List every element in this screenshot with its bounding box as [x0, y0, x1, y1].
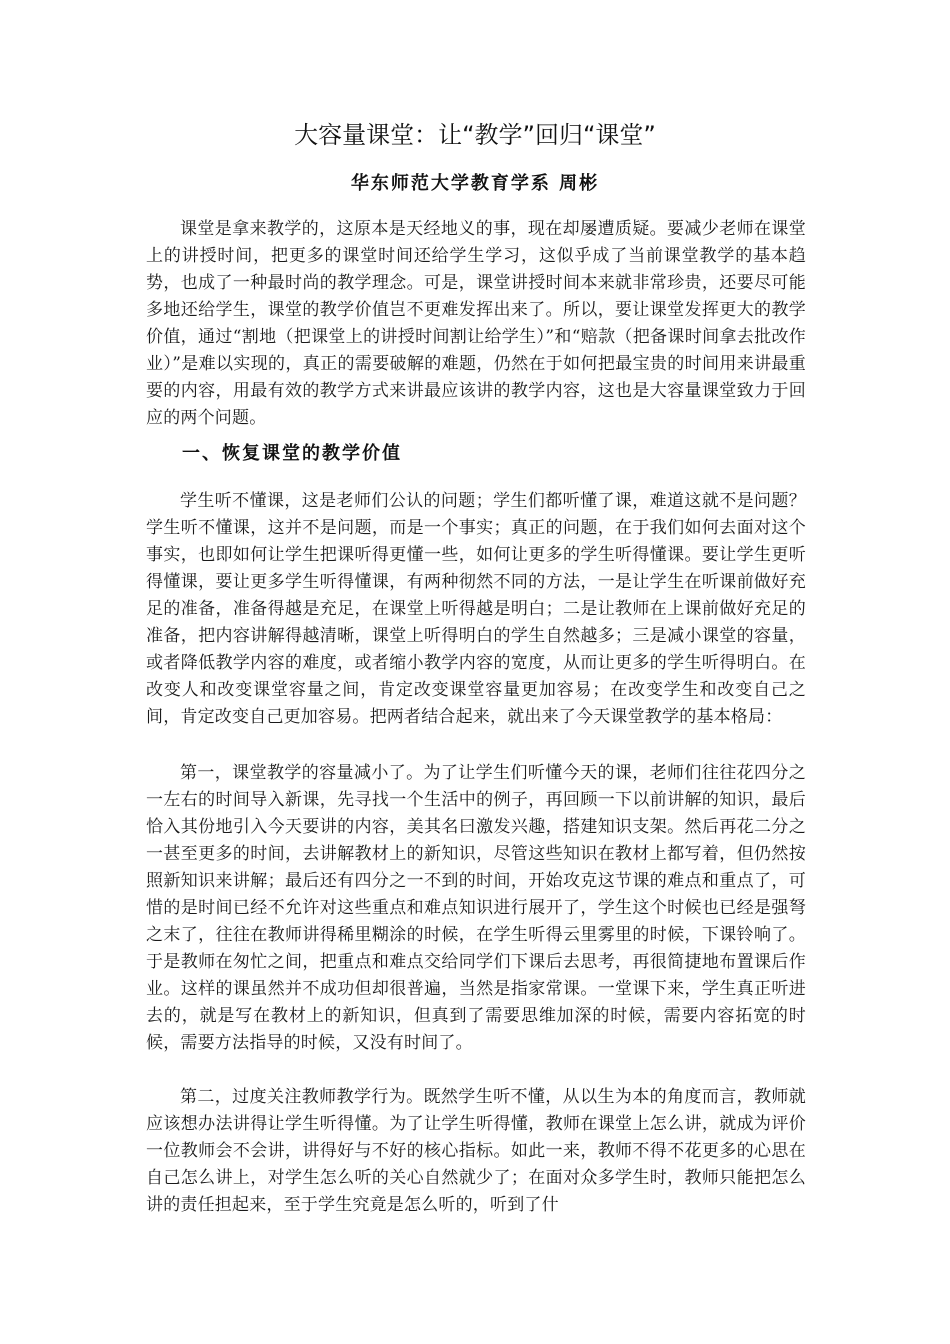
section-heading: 一、恢复课堂的教学价值 — [182, 443, 402, 464]
body-paragraph: 第二，过度关注教师教学行为。既然学生听不懂，从以生为本的角度而言，教师就应该想办法讲得让学生听得懂。为了让学生听得懂，教师在课堂上怎么讲，就成为评价一位教师会不会讲，讲得好与不好的核心指标。如此一来，教师不得不花更多的心思在自己怎么讲上，对学生怎么听的关心自然就少了；在面对众多学生时，教师只能把怎么讲的责任担起来，至于学生究竟是怎么听的，听到了什 — [146, 1087, 806, 1215]
intro-paragraph: 课堂是拿来教学的，这原本是天经地义的事，现在却屡遭质疑。要减少老师在课堂上的讲授时间，把更多的课堂时间还给学生学习，这似乎成了当前课堂教学的基本趋势，也成了一种最时尚的教学理念。可是，课堂讲授时间本来就非常珍贵，还要尽可能多地还给学生，课堂的教学价值岂不更难发挥出来了。所以，要让课堂发挥更大的教学价值，通过“割地（把课堂上的讲授时间割让给学生）”和“赔款（把备课时间拿去批改作业）”是难以实现的，真正的需要破解的难题，仍然在于如何把最宝贵的时间用来讲最重要的内容，用最有效的教学方式来讲最应该讲的教学内容，这也是大容量课堂致力于回应的两个问题。 — [146, 219, 806, 428]
author-line: 华东师范大学教育学系 周彬 — [350, 173, 600, 194]
document-title: 大容量课堂：让“教学”回归“课堂” — [294, 121, 656, 149]
body-paragraph: 学生听不懂课，这是老师们公认的问题；学生们都听懂了课，难道这就不是问题？学生听不懂课，这并不是问题，而是一个事实；真正的问题，在于我们如何去面对这个事实，也即如何让学生把课听得更懂一些，如何让更多的学生听得懂课。要让学生更听得懂课，要让更多学生听得懂课，有两种彻然不同的方法，一是让学生在听课前做好充足的准备，准备得越是充足，在课堂上听得越是明白；二是让教师在上课前做好充足的准备，把内容讲解得越清晰，课堂上听得明白的学生自然越多；三是减小课堂的容量，或者降低教学内容的难度，或者缩小教学内容的宽度，从而让更多的学生听得明白。在改变人和改变课堂容量之间，肯定改变课堂容量更加容易；在改变学生和改变自己之间，肯定改变自己更加容易。把两者结合起来，就出来了今天课堂教学的基本格局： — [146, 491, 806, 727]
body-paragraph: 第一，课堂教学的容量减小了。为了让学生们听懂今天的课，老师们往往花四分之一左右的时间导入新课，先寻找一个生活中的例子，再回顾一下以前讲解的知识，最后恰入其份地引入今天要讲的内容，美其名曰激发兴趣，搭建知识支架。然后再花二分之一甚至更多的时间，去讲解教材上的新知识，尽管这些知识在教材上都写着，但仍然按照新知识来讲解；最后还有四分之一不到的时间，开始攻克这节课的难点和重点了，可惜的是时间已经不允许对这些重点和难点知识进行展开了，学生这个时候也已经是强弩之末了，往往在教师讲得稀里糊涂的时候，在学生听得云里雾里的时候，下课铃响了。于是教师在匆忙之间，把重点和难点交给同学们下课后去思考，再很简捷地布置课后作业。这样的课虽然并不成功但却很普遍，当然是指家常课。一堂课下来，学生真正听进去的，就是写在教材上的新知识，但真到了需要思维加深的时候，需要内容拓宽的时候，需要方法指导的时候，又没有时间了。 — [146, 763, 806, 1053]
